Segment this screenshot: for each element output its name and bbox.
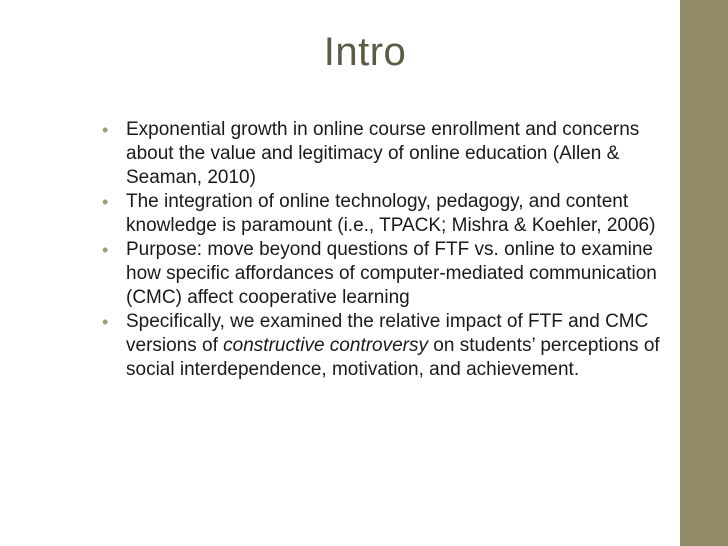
- bullet-item: [102, 190, 662, 238]
- bullet-text: The integration of online technology, pedagogy, and content knowledge is paramount (i.e., TPACK; Mishra & Koehler, 2006): [126, 191, 656, 236]
- bullet-text-before: Specifically, we examined the relative impact of FTF and CMC versions of: [126, 311, 649, 356]
- bullet-item: [102, 310, 662, 382]
- bullet-icon: •: [102, 312, 109, 332]
- bullet-item: [102, 118, 662, 190]
- bullet-icon: •: [102, 192, 109, 212]
- slide-title: Intro: [323, 30, 407, 74]
- decorative-sidebar: [680, 0, 728, 546]
- bullet-text-after: on students’ perceptions of social interdependence, motivation, and achievement.: [126, 335, 660, 380]
- bullet-text: Purpose: move beyond questions of FTF vs. online to examine how specific affordances of computer-mediated communication (CMC) affect cooperative learning: [126, 239, 657, 308]
- bullet-list: [102, 118, 662, 382]
- bullet-text: Exponential growth in online course enrollment and concerns about the value and legitimacy of online education (Allen & Seaman, 2010): [126, 119, 640, 188]
- bullet-item: [102, 238, 662, 310]
- bullet-icon: •: [102, 240, 109, 260]
- bullet-icon: •: [102, 120, 109, 140]
- bullet-text-italic: constructive controversy: [223, 335, 429, 356]
